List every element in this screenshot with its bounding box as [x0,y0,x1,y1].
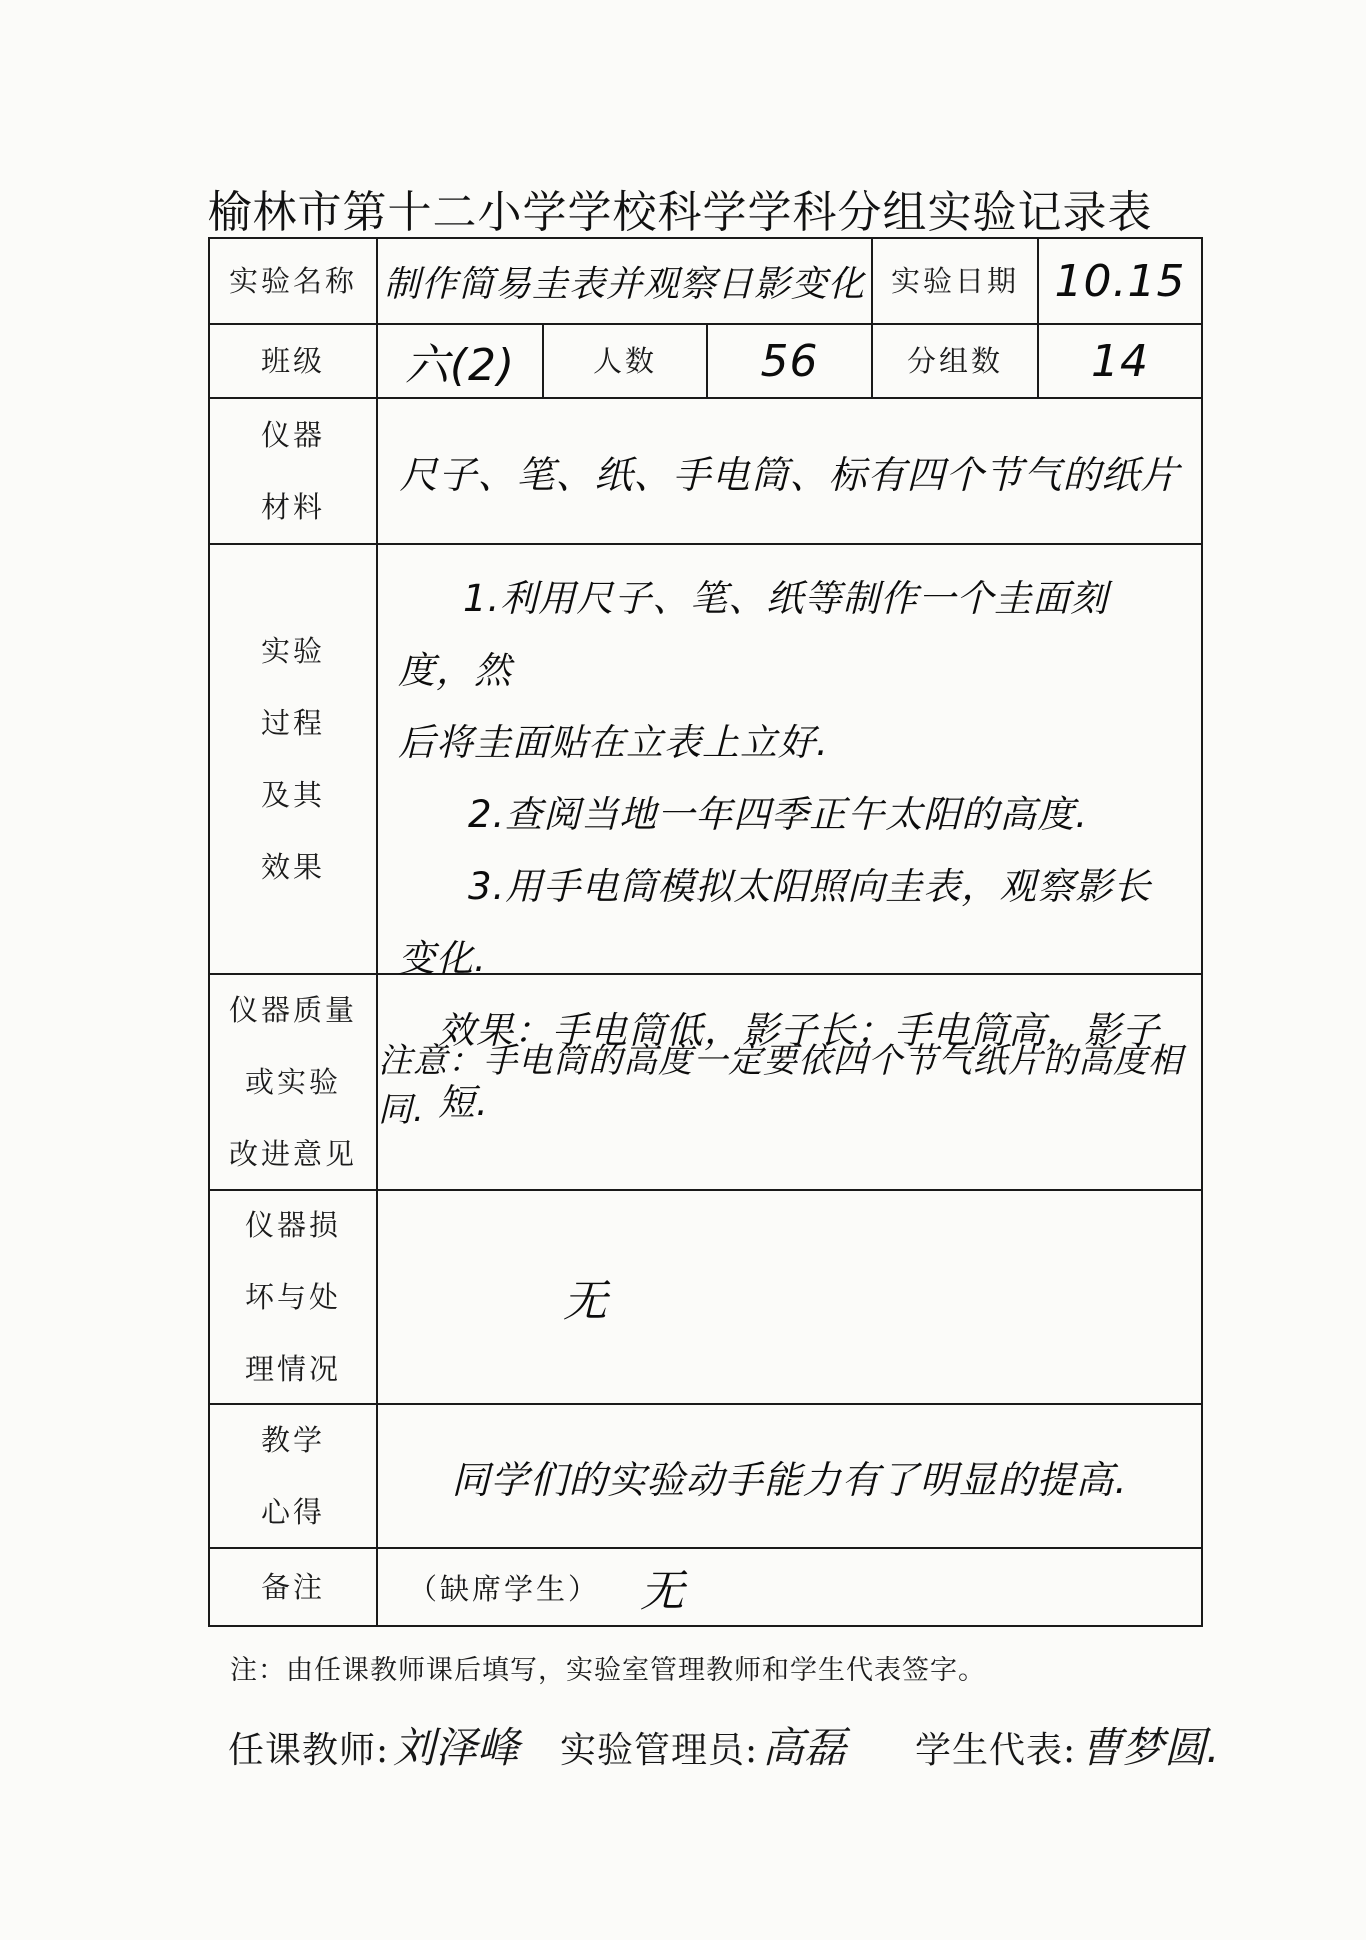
admin-name: 高磊 [762,1723,847,1772]
label-process-line1: 实验 [260,634,325,668]
label-experiment-date: 实验日期 [890,264,1019,298]
value-cell-class [378,325,544,399]
label-cell-name [210,239,378,325]
value-cell-remark [378,1549,1201,1625]
process-line-1: 1.利用尺子、笔、纸等制作一个圭面刻度，然 [398,577,1109,692]
label-cell-remark [210,1549,378,1625]
label-materials-line1: 仪器 [260,418,325,452]
student-signature [915,1715,1220,1775]
admin-signature [560,1715,846,1775]
label-experiment-name: 实验名称 [228,264,357,298]
value-cell-damage [378,1191,1201,1405]
label-cell-date [873,239,1039,325]
label-cell-reflection [210,1405,378,1549]
label-process-line4: 效果 [260,850,325,884]
materials-value: 尺子、笔、纸、手电筒、标有四个节气的纸片 [399,452,1180,497]
label-cell-quality [210,975,378,1191]
footer-note: 注：由任课教师课后填写，实验室管理教师和学生代表签字。 [230,1655,986,1686]
label-cell-groups [873,325,1039,399]
teacher-signature [228,1715,519,1775]
value-cell-materials [378,399,1201,545]
label-cell-class [210,325,378,399]
quality-value: 注意：手电筒的高度一定要依四个节气纸片的高度相同. [378,1041,1183,1130]
label-cell-count [544,325,708,399]
value-cell-quality [378,975,1201,1191]
process-line-4: 3.用手电筒模拟太阳照向圭表，观察影长变化. [398,865,1152,980]
label-reflection-line2: 心得 [260,1495,325,1529]
label-damage-line2: 坏与处 [244,1280,341,1314]
absent-students-value: 无 [640,1566,686,1617]
experiment-name-value: 制作简易圭表并观察日影变化 [383,263,865,305]
teacher-name: 刘泽峰 [393,1723,520,1772]
record-table [208,237,1203,1627]
value-cell-date [1039,239,1201,325]
label-damage-line3: 理情况 [244,1352,341,1386]
student-count-value: 56 [760,335,819,387]
process-line-2: 后将圭面贴在立表上立好. [398,721,829,764]
process-line-3: 2.查阅当地一年四季正午太阳的高度. [468,793,1089,836]
value-cell-reflection [378,1405,1201,1549]
label-quality-line1: 仪器质量 [228,993,357,1027]
label-cell-materials [210,399,378,545]
label-process-line3: 及其 [260,778,325,812]
value-cell-groups [1039,325,1201,399]
label-materials-line2: 材料 [260,490,325,524]
admin-label: 实验管理员: [560,1730,759,1771]
label-cell-damage [210,1191,378,1405]
label-group-count: 分组数 [906,344,1003,378]
class-value: 六(2) [404,340,516,391]
label-quality-line2: 或实验 [244,1065,341,1099]
label-quality-line3: 改进意见 [228,1137,357,1171]
student-label: 学生代表: [915,1730,1077,1771]
form-title: 榆林市第十二小学学校科学学科分组实验记录表 [207,187,1153,238]
label-absent-students: （缺席学生） [408,1571,601,1606]
label-class: 班级 [260,344,325,378]
student-name: 曹梦圆. [1080,1723,1220,1772]
value-cell-name [378,239,873,325]
reflection-value: 同学们的实验动手能力有了明显的提高. [451,1457,1128,1502]
damage-value: 无 [563,1276,608,1327]
label-process-line2: 过程 [260,706,325,740]
experiment-date-value: 10.15 [1054,255,1186,307]
remark-content [378,1555,1201,1619]
label-remark: 备注 [260,1570,325,1604]
label-damage-line1: 仪器损 [244,1208,341,1242]
value-cell-count [708,325,873,399]
label-cell-process [210,545,378,975]
label-reflection-line1: 教学 [260,1423,325,1457]
teacher-label: 任课教师: [228,1730,390,1771]
process-line-5: 效果：手电筒低，影子长；手电筒高，影子短. [438,1009,1160,1124]
group-count-value: 14 [1091,335,1149,387]
label-student-count: 人数 [592,344,657,378]
